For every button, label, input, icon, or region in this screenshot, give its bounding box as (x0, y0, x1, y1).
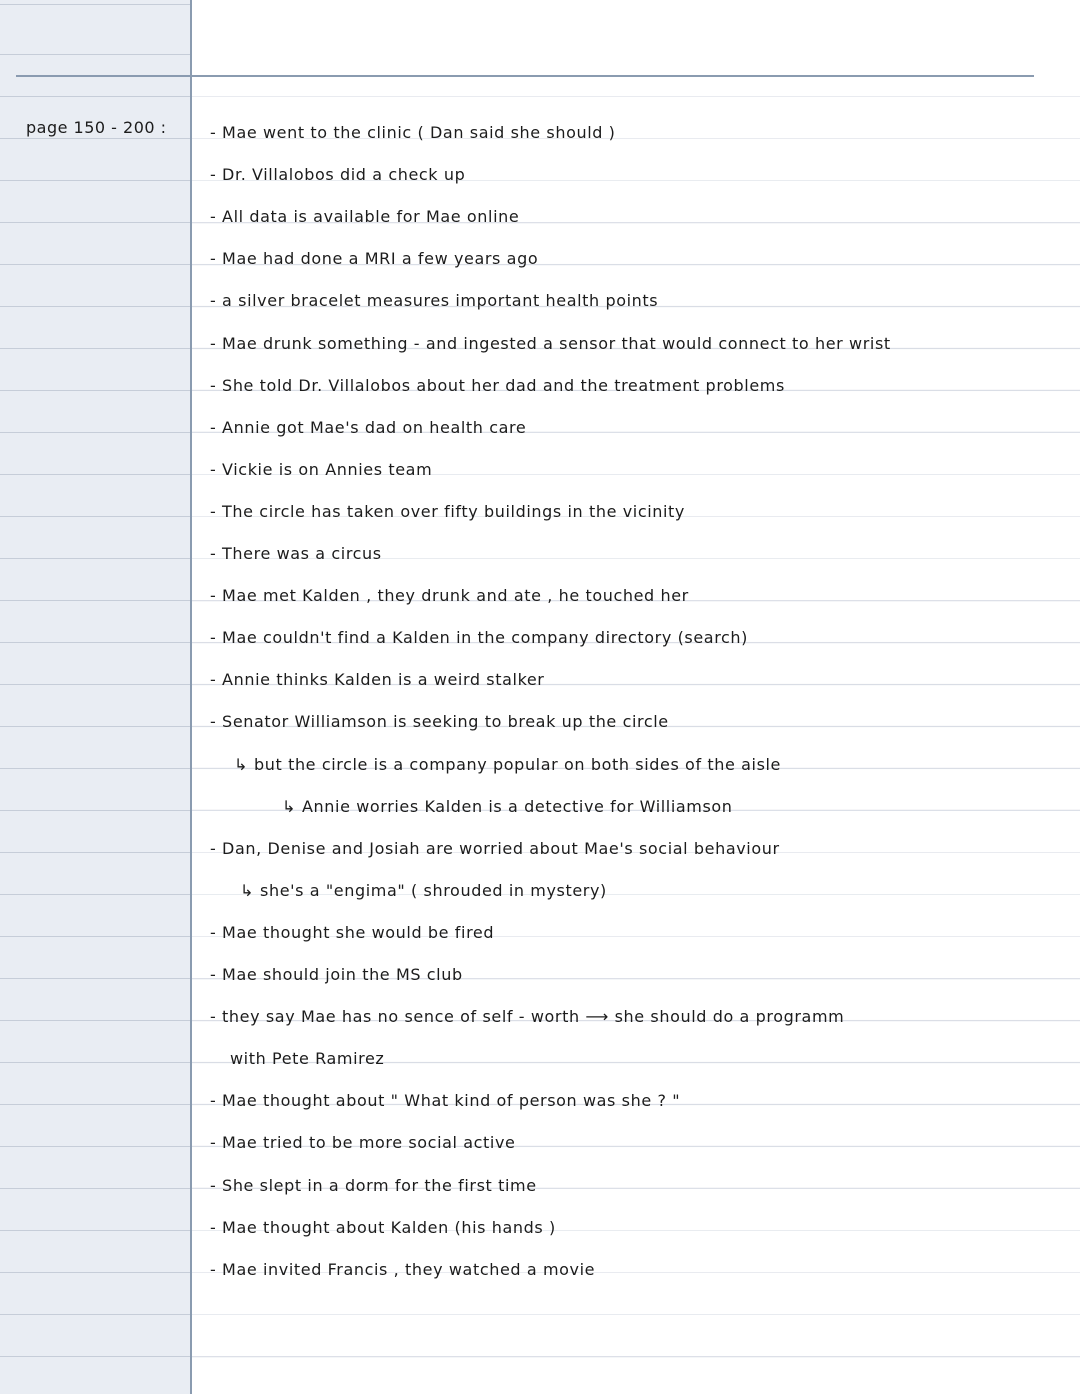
note-text: - Mae couldn't find a Kalden in the company directory (search) (210, 628, 749, 648)
note-line (210, 118, 616, 148)
note-line (210, 1128, 515, 1158)
note-line (210, 539, 382, 569)
note-text: - Mae went to the clinic ( Dan said she should ) (210, 123, 616, 142)
note-text: - Dan, Denise and Josiah are worried about Mae's social behaviour (210, 838, 780, 858)
note-line (210, 707, 669, 737)
page-range-label: page 150 - 200 : (26, 118, 167, 137)
note-line (210, 497, 685, 527)
note-text: but the circle is a company popular on both sides of the aisle (254, 754, 781, 774)
note-line (210, 1255, 595, 1285)
arrow-icon: ↳ (240, 880, 255, 900)
note-text: - Dr. Villalobos did a check up (210, 165, 466, 185)
note-line (210, 918, 494, 948)
note-line (210, 202, 519, 232)
note-line (210, 1171, 537, 1201)
note-text: - Mae invited Francis , they watched a movie (210, 1259, 596, 1279)
arrow-icon: ↳ (234, 754, 249, 774)
note-line (210, 413, 526, 443)
note-line (210, 160, 465, 190)
note-text: - Vickie is on Annies team (210, 459, 433, 479)
note-line (282, 792, 733, 822)
note-text: - Mae thought about " What kind of person was she ? " (210, 1091, 681, 1111)
note-line (210, 286, 658, 316)
note-text: - Senator Williamson is seeking to break up the circle (210, 712, 669, 732)
note-text: - Annie thinks Kalden is a weird stalker (210, 670, 545, 690)
note-text: - There was a circus (210, 544, 382, 563)
note-text: - Mae had done a MRI a few years ago (210, 249, 539, 269)
note-text: - they say Mae has no sence of self - worth ⟶ she should do a programm (210, 1007, 845, 1027)
note-text: - Mae thought about Kalden (his hands ) (210, 1217, 556, 1237)
note-line (210, 329, 891, 359)
note-line (210, 1002, 844, 1032)
note-line (210, 455, 432, 485)
note-line (210, 623, 748, 653)
note-line (230, 1044, 384, 1074)
note-line (210, 581, 689, 611)
note-line (210, 1086, 680, 1116)
note-text: - Mae thought she would be fired (210, 922, 495, 942)
note-text: - Mae should join the MS club (210, 965, 463, 984)
note-text: - She slept in a dorm for the first time (210, 1175, 537, 1195)
note-text: with Pete Ramirez (230, 1049, 385, 1069)
note-text: - All data is available for Mae online (210, 207, 520, 227)
note-line (210, 1213, 556, 1243)
note-line (210, 960, 463, 990)
note-text: - Mae tried to be more social active (210, 1133, 516, 1153)
note-line (210, 244, 538, 274)
note-text: - The circle has taken over fifty buildings in the vicinity (210, 501, 685, 521)
note-line (210, 665, 544, 695)
arrow-icon: ↳ (282, 796, 297, 816)
note-line (240, 876, 607, 906)
note-line (210, 371, 785, 401)
note-text: - Annie got Mae's dad on health care (210, 417, 527, 437)
note-line (210, 834, 780, 864)
note-text: - She told Dr. Villalobos about her dad and the treatment problems (210, 375, 785, 395)
note-text: - Mae drunk something - and ingested a sensor that would connect to her wrist (210, 333, 891, 353)
note-text: she's a "engima" ( shrouded in mystery) (260, 880, 607, 900)
note-text: - a silver bracelet measures important health points (210, 291, 659, 311)
note-text: - Mae met Kalden , they drunk and ate , he touched her (210, 586, 689, 606)
note-text: Annie worries Kalden is a detective for Williamson (302, 796, 733, 816)
note-line (234, 750, 781, 780)
